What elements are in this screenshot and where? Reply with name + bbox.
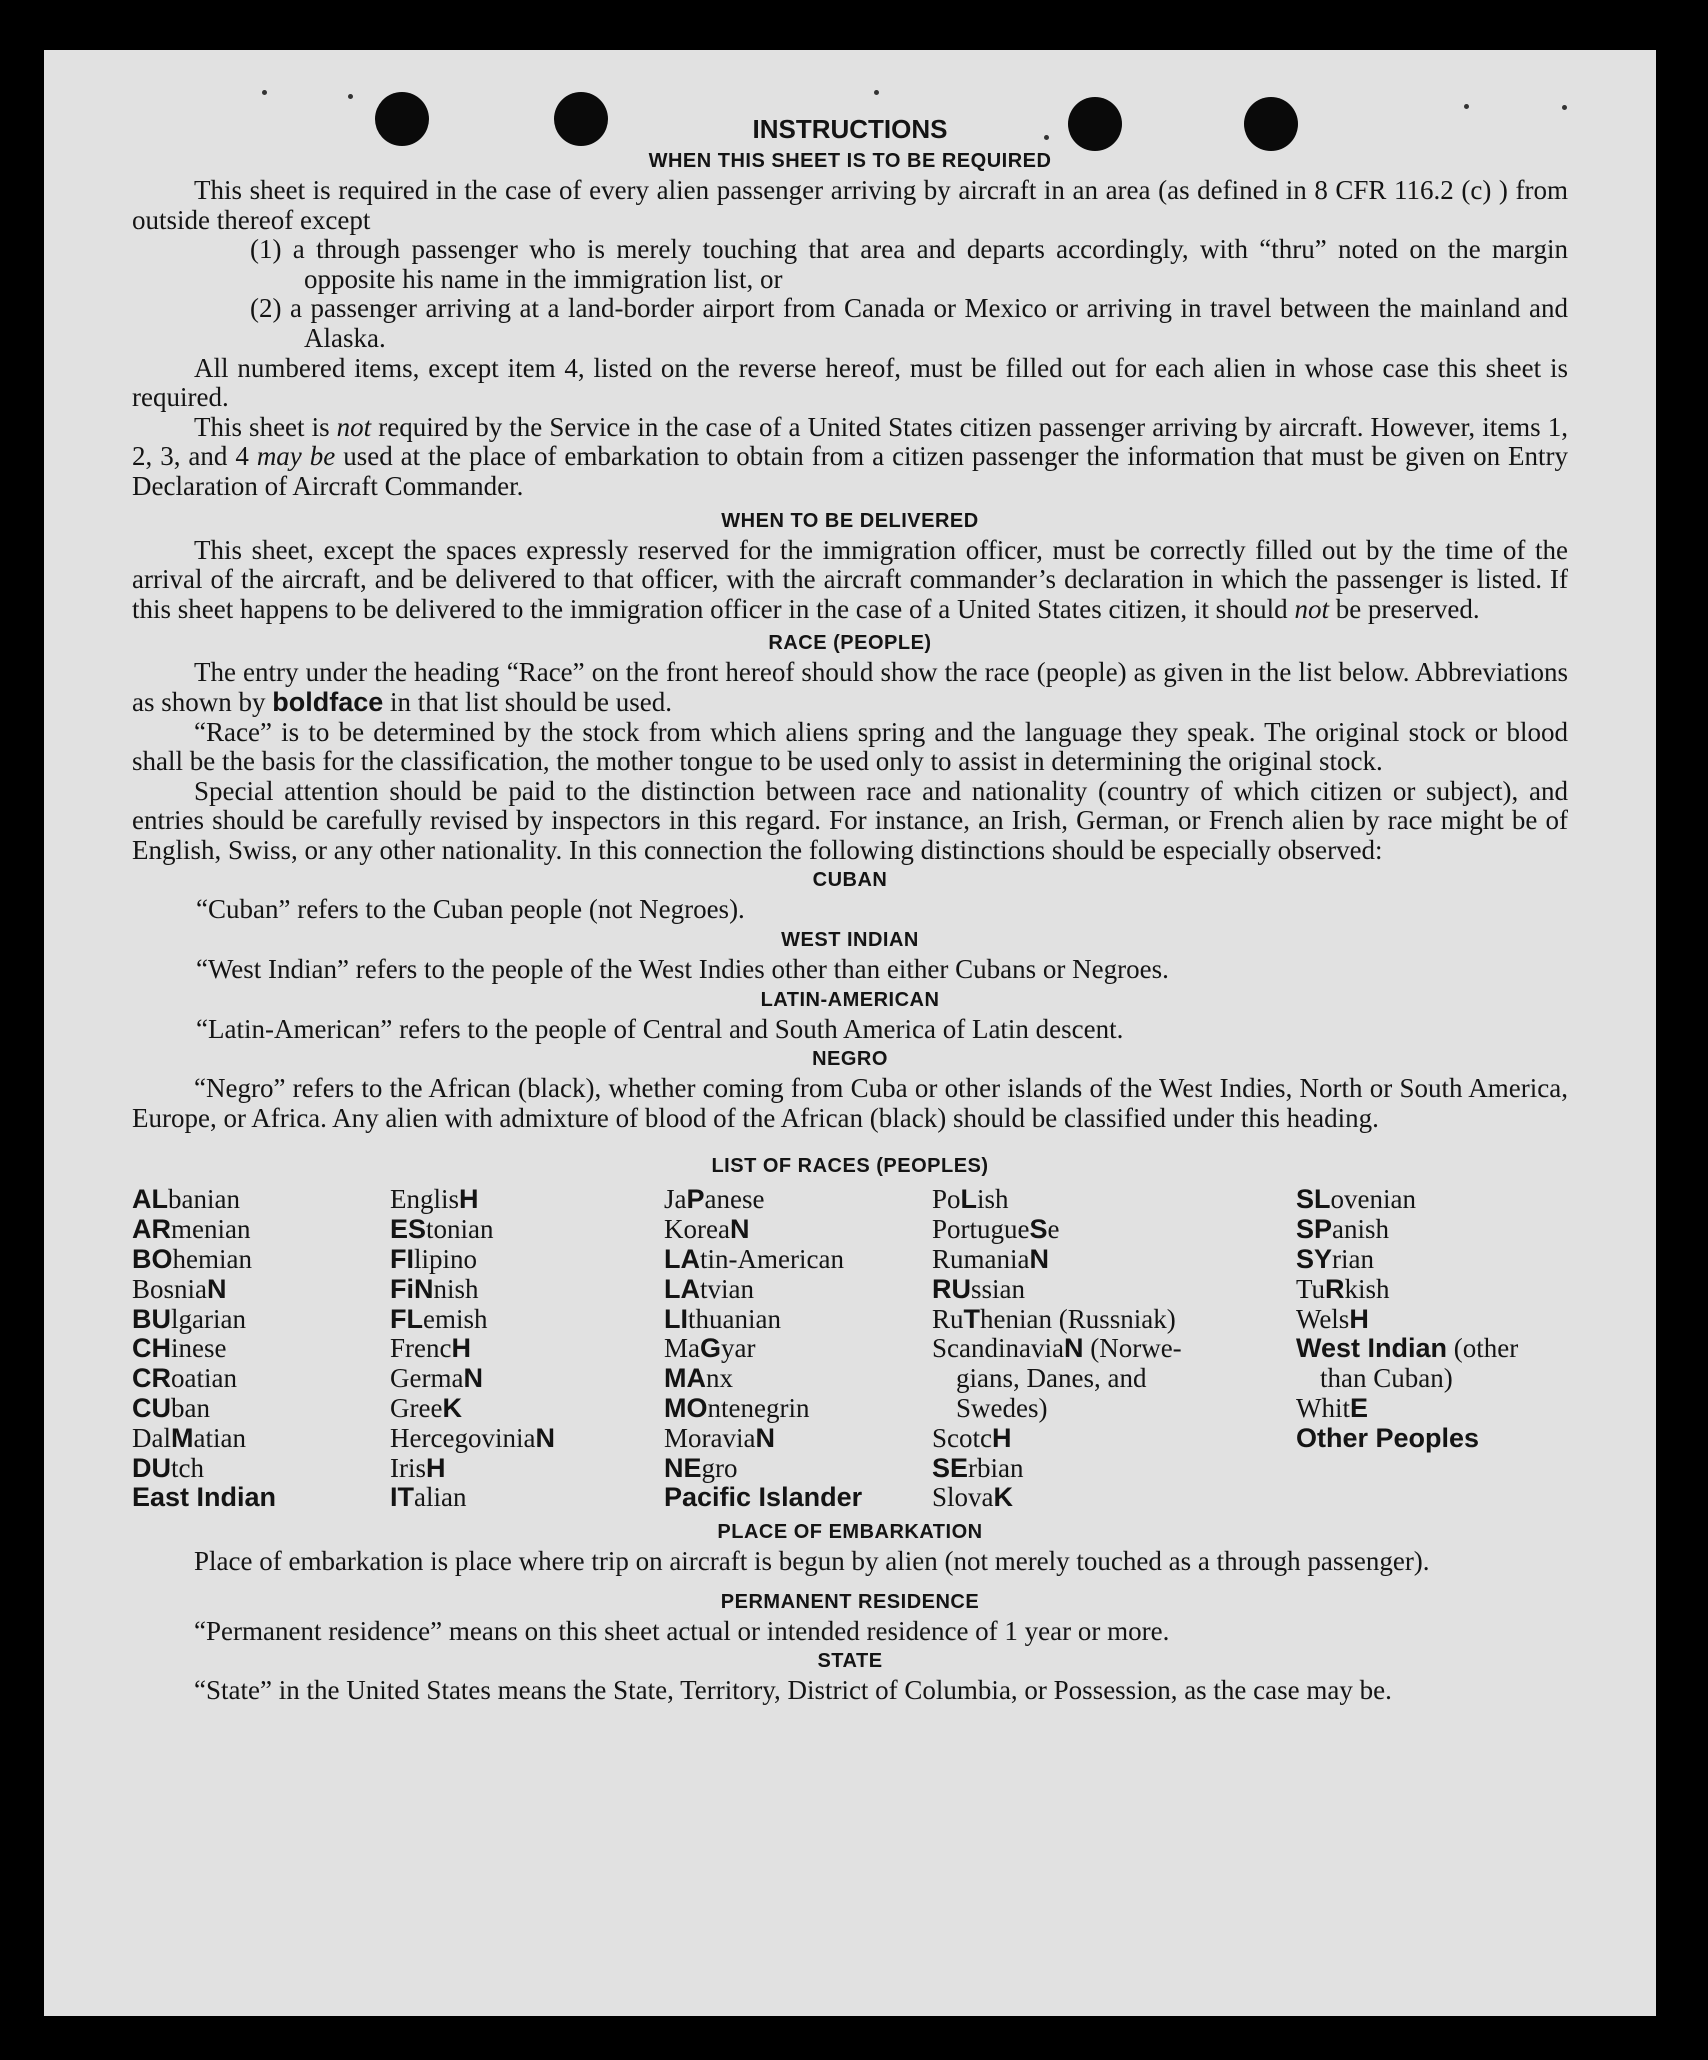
race-abbreviation: East Indian [132,1482,277,1513]
race-entry [132,1305,390,1335]
race-text: henian (Russniak) [980,1303,1176,1334]
race-entry [932,1245,1296,1275]
race-abbreviation: H [992,1422,1012,1453]
race-text: gians, Danes, and [956,1363,1147,1394]
race-abbreviation: FL [390,1303,423,1334]
race-entry [932,1394,1296,1424]
race-text: Gree [390,1393,443,1424]
race-entry [664,1424,932,1454]
race-entry [390,1245,664,1275]
race-abbreviation: CH [132,1333,171,1364]
race-abbreviation: Pacific Islander [664,1482,863,1513]
race-text: Frenc [390,1333,452,1364]
race-text: alian [414,1482,467,1513]
section-heading-embarkation: PLACE OF EMBARKATION [717,1521,983,1544]
negro-definition: “Negro” refers to the African (black), whether coming from Cuba or other islands of the West Indies, North or South America, Europe, or Africa. Any alien with admixture of blood of the African (black) should be classified under this heading. [132,1073,1568,1133]
race-text: Scandinavia [932,1333,1064,1364]
west-indian-definition: “West Indian” refers to the people of the West Indies other than either Cubans or Negroes. [196,954,1169,985]
race-text: than Cuban) [1320,1363,1453,1394]
race-abbreviation: FI [390,1244,414,1275]
race-text: Slova [932,1482,994,1513]
text-run: in that list should be used. [383,686,673,717]
section-heading-when-delivered: WHEN TO BE DELIVERED [721,509,979,532]
race-paragraph-3: Special attention should be paid to the distinction between race and nationality (country of which citizen or subject), and entries should be carefully revised by inspectors in this regard. For instance, an Irish, German, or French alien by race might be of English, Swiss, or any other nationality. In this connection the following distinctions should be especially observed: [132,775,1568,865]
exception-1: (1) a through passenger who is merely touching that area and departs accordingly, with “thru” noted on the margin opposite his name in the immigration list, or [250,234,1568,294]
race-entry [390,1483,664,1513]
race-text: Englis [390,1184,460,1215]
race-abbreviation: N [535,1422,555,1453]
race-abbreviation: N [755,1422,775,1453]
race-entry [1296,1364,1568,1394]
race-abbreviation: NE [664,1452,702,1483]
required-paragraph: This sheet is required in the case of every alien passenger arriving by aircraft in an area (as defined in 8 CFR 116.2 (c) ) from outside thereof except [132,175,1568,235]
race-text: (other [1447,1333,1519,1364]
race-abbreviation: FiN [390,1273,434,1304]
race-entry [1296,1334,1568,1364]
race-text: anese [704,1184,765,1215]
race-text: emish [423,1303,488,1334]
italic-text: not [336,411,372,442]
race-text: gro [701,1452,738,1483]
subheading-west-indian: WEST INDIAN [781,929,919,952]
race-abbreviation: SY [1296,1244,1333,1275]
race-text: anish [1332,1214,1390,1245]
race-text: Hercegovinia [390,1422,536,1453]
race-entry [390,1454,664,1484]
embarkation-paragraph: Place of embarkation is place where trip on aircraft is begun by alien (not merely touched as a through passenger). [194,1546,1430,1577]
race-entry [132,1185,390,1215]
race-text: Wels [1296,1303,1350,1334]
race-entry [1296,1215,1568,1245]
paper-speck [1562,105,1567,110]
race-abbreviation: ES [390,1214,427,1245]
latin-american-definition: “Latin-American” refers to the people of Central and South America of Latin descent. [196,1013,1124,1044]
race-text: Swedes) [956,1393,1048,1424]
race-text: ssian [971,1273,1025,1304]
citizen-paragraph [132,413,1568,502]
race-text: lgarian [171,1303,246,1334]
race-entry [390,1424,664,1454]
race-abbreviation: S [1029,1214,1048,1245]
race-abbreviation: H [1349,1303,1369,1334]
race-entry [390,1394,664,1424]
race-entry [132,1245,390,1275]
race-text: oatian [171,1363,237,1394]
race-text: (Norwe- [1083,1333,1182,1364]
race-entry [390,1305,664,1335]
race-abbreviation: M [170,1422,194,1453]
text-run: be preserved. [1328,593,1480,624]
race-entry [664,1483,932,1513]
exception-2: (2) a passenger arriving at a land-border airport from Canada or Mexico or arriving in travel between the mainland and Alaska. [250,293,1568,353]
race-entry [664,1275,932,1305]
race-abbreviation: SE [932,1452,969,1483]
race-text: atian [193,1422,246,1453]
text-run: The entry under the heading “Race” on the front hereof should show the race (people) as given in the list below. Abbreviations as shown by [132,657,1568,717]
bold-text: boldface [272,686,384,717]
race-text: tvian [700,1273,754,1304]
race-text: Moravia [664,1422,756,1453]
race-entry [932,1275,1296,1305]
race-text: Rumania [932,1244,1030,1275]
race-abbreviation: R [1325,1273,1345,1304]
race-abbreviation: LI [664,1303,688,1334]
subheading-latin-american: LATIN-AMERICAN [760,988,940,1011]
race-paragraph-2: “Race” is to be determined by the stock from which aliens spring and the language they speak. The original stock or blood shall be the basis for the classification, the mother tongue to be used only to assist in determining the original stock. [132,716,1568,777]
race-text: yar [721,1333,756,1364]
race-abbreviation: SL [1296,1184,1331,1215]
race-abbreviation: BU [132,1303,171,1334]
race-entry [664,1334,932,1364]
race-text: ntenegrin [707,1393,810,1424]
race-entry [664,1215,932,1245]
race-entry [932,1185,1296,1215]
race-entry [664,1394,932,1424]
race-entry [132,1454,390,1484]
race-entry [132,1424,390,1454]
race-entry [664,1364,932,1394]
race-text: Portugue [932,1214,1030,1245]
race-abbreviation: IT [390,1482,414,1513]
race-text: inese [171,1333,227,1364]
race-abbreviation: AL [132,1184,168,1215]
race-abbreviation: E [1350,1393,1369,1424]
delivery-paragraph [132,536,1568,625]
race-abbreviation: N [207,1273,227,1304]
race-abbreviation: P [686,1184,705,1215]
section-heading-permanent-residence: PERMANENT RESIDENCE [720,1590,980,1613]
race-abbreviation: West Indian [1296,1333,1448,1364]
race-abbreviation: LA [664,1273,700,1304]
subheading-negro: NEGRO [812,1048,888,1071]
race-entry [132,1483,390,1513]
races-column-5 [1296,1185,1568,1513]
race-entry [132,1334,390,1364]
race-entry [932,1215,1296,1245]
races-column-4 [932,1185,1296,1513]
text-run: used at the place of embarkation to obtain from a citizen passenger the information that must be given on Entry Declaration of Aircraft Commander. [132,441,1569,501]
instructions-content [132,112,1568,1706]
race-entry [390,1215,664,1245]
race-text: Scotc [932,1422,992,1453]
race-text: nish [433,1273,479,1304]
race-abbreviation: H [426,1452,446,1483]
race-entry [1296,1275,1568,1305]
race-text: Korea [664,1214,730,1245]
race-abbreviation: K [442,1393,462,1424]
race-entry [1296,1394,1568,1424]
race-abbreviation: MA [664,1363,706,1394]
race-text: thuanian [688,1303,781,1334]
race-abbreviation: BO [132,1244,173,1275]
paper-speck [262,90,267,95]
race-text: Ja [664,1184,687,1215]
race-text: Whit [1296,1393,1350,1424]
races-list [132,1185,1568,1513]
race-abbreviation: N [1063,1333,1084,1364]
race-abbreviation: LA [664,1244,700,1275]
race-text: hemian [172,1244,252,1275]
race-text: menian [171,1214,251,1245]
italic-text: may be [256,441,336,472]
race-text: ish [977,1184,1009,1215]
race-text: Germa [390,1363,464,1394]
race-text: ovenian [1330,1184,1416,1215]
text-run: required by the Service in the case of a United States citizen passenger arriving by aircraft. However, items 1, 2, 3, and 4 [132,411,1568,472]
race-entry [932,1364,1296,1394]
race-abbreviation: AR [132,1214,171,1245]
race-entry [132,1364,390,1394]
race-text: kish [1344,1273,1390,1304]
race-text: tch [171,1452,204,1483]
races-column-3 [664,1185,932,1513]
race-entry [390,1364,664,1394]
numbered-items-paragraph: All numbered items, except item 4, listed on the reverse hereof, must be filled out for each alien in whose case this sheet is required. [132,352,1568,413]
race-entry [390,1334,664,1364]
race-text: ban [171,1393,210,1424]
race-entry [390,1275,664,1305]
race-abbreviation: SP [1296,1214,1333,1245]
section-heading-state: STATE [817,1650,883,1673]
paper-speck [348,94,353,99]
race-entry [664,1305,932,1335]
race-abbreviation: DU [132,1452,171,1483]
race-abbreviation: H [451,1333,471,1364]
race-abbreviation: G [700,1333,722,1364]
list-of-races-heading: LIST OF RACES (PEOPLES) [711,1155,989,1178]
race-entry [664,1245,932,1275]
race-text: e [1047,1214,1060,1245]
race-entry [664,1185,932,1215]
race-entry [932,1483,1296,1513]
state-paragraph: “State” in the United States means the State, Territory, District of Columbia, or Possession, as the case may be. [194,1675,1392,1706]
races-column-1 [132,1185,390,1513]
race-abbreviation: CR [132,1363,171,1394]
race-text: Ru [932,1303,964,1334]
section-heading-race: RACE (PEOPLE) [768,632,932,655]
race-abbreviation: N [463,1363,483,1394]
race-abbreviation: MO [664,1393,708,1424]
race-entry [1296,1245,1568,1275]
race-entry [932,1454,1296,1484]
race-abbreviation: K [993,1482,1014,1513]
race-text: Iris [390,1452,426,1483]
race-text: Dal [132,1422,171,1453]
page-title: INSTRUCTIONS [752,114,948,144]
race-entry [1296,1424,1568,1454]
race-abbreviation: H [459,1184,479,1215]
italic-text: not [1294,593,1329,624]
race-paragraph-1 [132,658,1568,717]
race-text: tonian [426,1214,494,1245]
text-run: This sheet, except the spaces expressly reserved for the immigration officer, must be correctly filled out by the time of the arrival of the aircraft, and be delivered to that officer, with the aircraft commander’s declaration in which the passenger is listed. If this sheet happens to be delivered to the immigration officer in the case of a United States citizen, it should [132,534,1568,624]
race-entry [132,1215,390,1245]
race-entry [932,1424,1296,1454]
section-heading-when-required: WHEN THIS SHEET IS TO BE REQUIRED [648,150,1052,172]
race-entry [132,1275,390,1305]
document-page [44,50,1656,2016]
race-abbreviation: N [1029,1244,1049,1275]
race-abbreviation: Other Peoples [1296,1422,1480,1453]
race-abbreviation: RU [932,1273,971,1304]
race-entry [664,1454,932,1484]
text-run: This sheet is [194,411,337,442]
race-entry [390,1185,664,1215]
race-text: nx [706,1363,733,1394]
subheading-cuban: CUBAN [812,869,888,892]
race-entry [1296,1305,1568,1335]
residence-paragraph: “Permanent residence” means on this sheet actual or intended residence of 1 year or more. [194,1615,1170,1646]
race-entry [1296,1185,1568,1215]
race-text: Bosnia [132,1273,208,1304]
race-abbreviation: CU [132,1393,171,1424]
race-abbreviation: L [960,1184,978,1215]
paper-speck [1464,104,1469,109]
race-text: Po [932,1184,961,1215]
race-abbreviation: T [963,1303,981,1334]
race-text: Ma [664,1333,700,1364]
race-entry [932,1305,1296,1335]
race-abbreviation: N [729,1214,750,1245]
race-text: lipino [414,1244,478,1275]
race-text: rian [1332,1244,1375,1275]
races-column-2 [390,1185,664,1513]
race-text: tin-American [700,1244,844,1275]
race-text: banian [168,1184,240,1215]
race-entry [132,1394,390,1424]
race-entry [932,1334,1296,1364]
paper-speck [874,90,879,95]
race-text: Tu [1296,1273,1326,1304]
cuban-definition: “Cuban” refers to the Cuban people (not Negroes). [196,894,745,925]
race-text: rbian [968,1452,1024,1483]
